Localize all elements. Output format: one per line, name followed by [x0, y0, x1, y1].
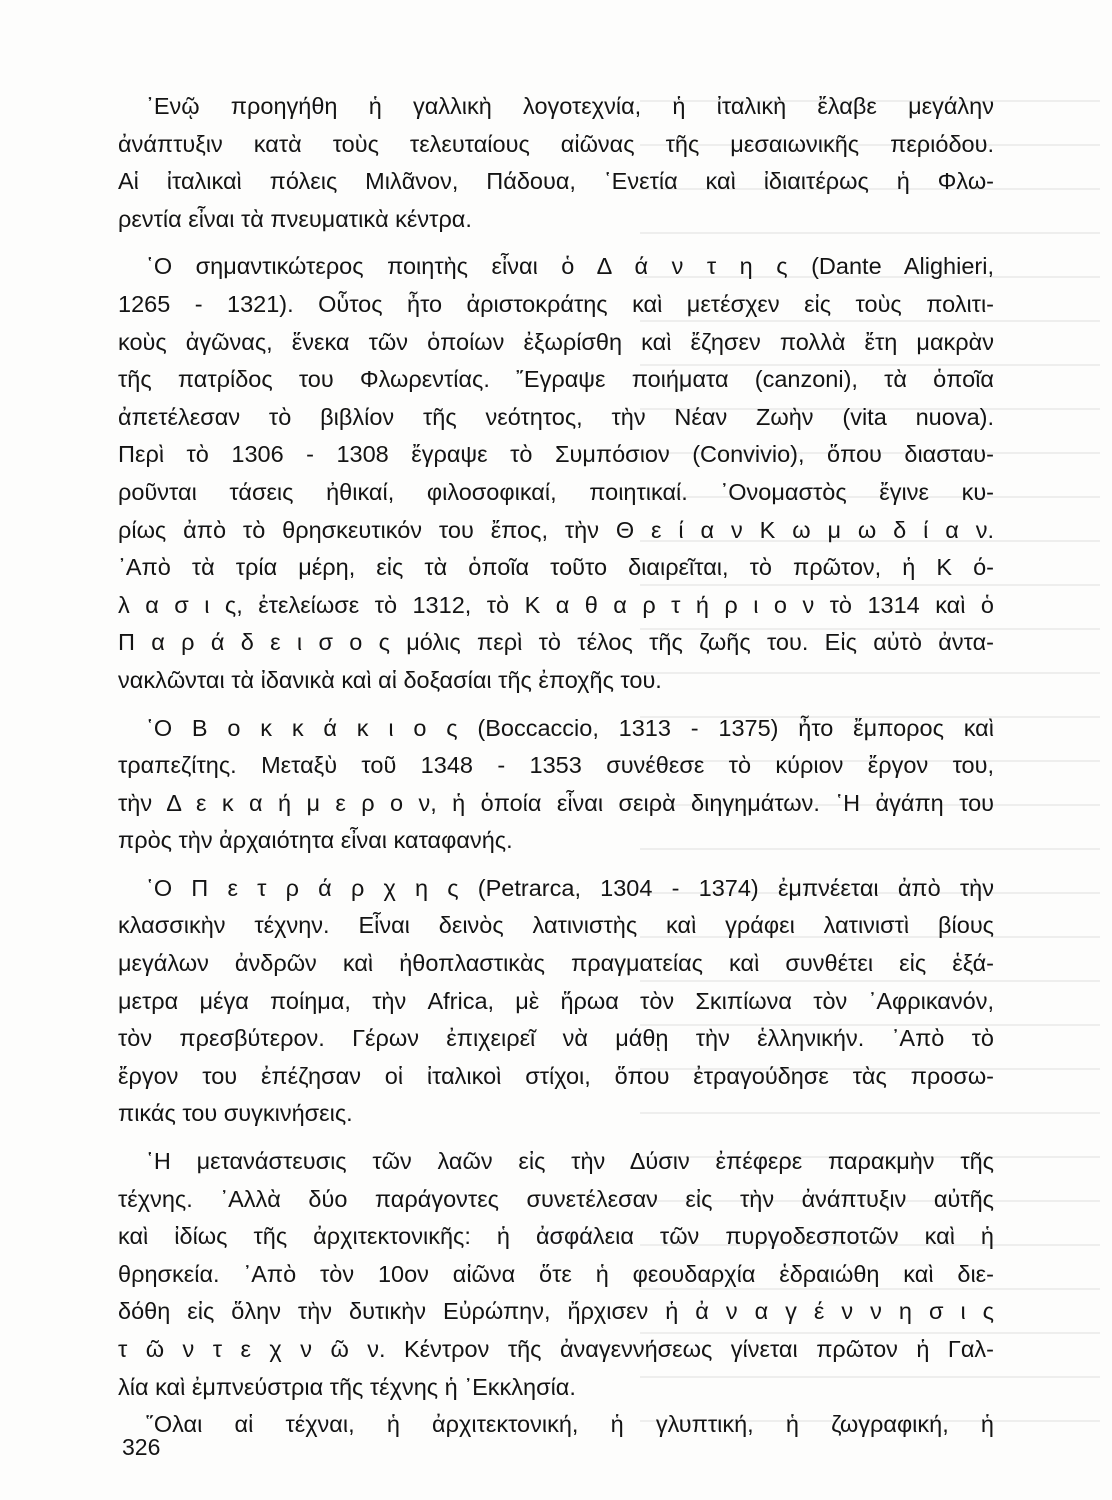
paragraph-all-arts — [118, 1406, 994, 1444]
text-line: ῞Ολαι αἱ τέχναι, ἡ ἀρχιτεκτονική, ἡ γλυπτική, ἡ ζωγραφική, ἡ — [146, 1411, 994, 1438]
body-text — [118, 88, 994, 1444]
paragraph-boccaccio — [118, 710, 994, 860]
text-line: κλασσικὴν τέχνην. Εἶναι δεινὸς λατινιστὴς καὶ γράφει λατινιστὶ βίους — [118, 912, 994, 939]
text-line: νακλῶνται τὰ ἰδανικὰ καὶ αἱ δοξασίαι τῆς ἐποχῆς του. — [118, 666, 662, 693]
paragraph-italian-literature — [118, 88, 994, 238]
text-line: 1265 - 1321). Οὗτος ἦτο ἀριστοκράτης καὶ μετέσχεν εἰς τοὺς πολιτι- — [118, 290, 994, 317]
text-line: λ α σ ι ς, ἐτελείωσε τὸ 1312, τὸ Κ α θ α ρ τ ή ρ ι ο ν τὸ 1314 καὶ ὁ — [118, 591, 994, 618]
text-line: τραπεζίτης. Μεταξὺ τοῦ 1348 - 1353 συνέθεσε τὸ κύριον ἔργον του, — [118, 752, 994, 779]
text-line: ἔργον του ἐπέζησαν οἱ ἰταλικοὶ στίχοι, ὅπου ἐτραγούδησε τὰς προσω- — [118, 1062, 994, 1089]
text-line: τ ῶ ν τ ε χ ν ῶ ν. Κέντρον τῆς ἀναγεννήσεως γίνεται πρῶτον ἡ Γαλ- — [118, 1336, 994, 1362]
text-line: ἀνάπτυξιν κατὰ τοὺς τελευταίους αἰῶνας τῆς μεσαιωνικῆς περιόδου. — [118, 130, 994, 157]
text-line: λία καὶ ἐμπνεύστρια τῆς τέχνης ἡ ᾽Εκκλησία. — [118, 1373, 576, 1400]
text-line: ῾Ο Β ο κ κ ά κ ι ο ς (Boccaccio, 1313 - 1375) ἦτο ἔμπορος καὶ — [146, 714, 994, 741]
text-line: ᾽Ενῷ προηγήθη ἡ γαλλικὴ λογοτεχνία, ἡ ἰταλικὴ ἔλαβε μεγάλην — [146, 93, 994, 119]
text-line: δόθη εἰς ὅλην τὴν δυτικὴν Εὐρώπην, ἤρχισεν ἡ ἀ ν α γ έ ν ν η σ ι ς — [118, 1298, 994, 1325]
text-line: τέχνης. ᾽Αλλὰ δύο παράγοντες συνετέλεσαν εἰς τὴν ἀνάπτυξιν αὐτῆς — [118, 1185, 994, 1212]
text-line: πικάς του συγκινήσεις. — [118, 1100, 353, 1127]
text-line: τὴν Δ ε κ α ή μ ε ρ ο ν, ἡ ὁποία εἶναι σειρὰ διηγημάτων. ῾Η ἀγάπη του — [118, 789, 994, 816]
text-line: Περὶ τὸ 1306 - 1308 ἔγραψε τὸ Συμπόσιον (Convivio), ὅπου διασταυ- — [118, 441, 994, 468]
text-line: Αἱ ἰταλικαὶ πόλεις Μιλᾶνον, Πάδουα, ῾Ενετία καὶ ἰδιαιτέρως ἡ Φλω- — [118, 168, 994, 195]
text-line: μεγάλων ἀνδρῶν καὶ ἠθοπλαστικὰς πραγματείας καὶ συνθέτει εἰς ἑξά- — [118, 950, 994, 977]
text-line: μετρα μέγα ποίημα, τὴν Africa, μὲ ἥρωα τὸν Σκιπίωνα τὸν ᾽Αφρικανόν, — [118, 987, 994, 1014]
text-line: ῾Ο Π ε τ ρ ά ρ χ η ς (Petrarca, 1304 - 1374) ἐμπνέεται ἀπὸ τὴν — [146, 874, 994, 901]
text-line: Π α ρ ά δ ε ι σ ο ς μόλις περὶ τὸ τέλος τῆς ζωῆς του. Εἰς αὐτὸ ἀντα- — [118, 629, 994, 656]
text-line: πρὸς τὴν ἀρχαιότητα εἶναι καταφανής. — [118, 827, 513, 854]
text-line: θρησκεία. ᾽Απὸ τὸν 10ον αἰῶνα ὅτε ἡ φεουδαρχία ἑδραιώθη καὶ διε- — [118, 1260, 994, 1287]
text-line: ῾Η μετανάστευσις τῶν λαῶν εἰς τὴν Δύσιν ἐπέφερε παρακμὴν τῆς — [146, 1148, 994, 1175]
page-number: 326 — [122, 1434, 161, 1460]
text-line: κοὺς ἀγῶνας, ἕνεκα τῶν ὁποίων ἐξωρίσθη καὶ ἔζησεν πολλὰ ἔτη μακρὰν — [118, 328, 994, 355]
paragraph-dante — [118, 248, 994, 699]
text-line: ροῦνται τάσεις ἠθικαί, φιλοσοφικαί, ποιητικαί. ᾽Ονομαστὸς ἔγινε κυ- — [118, 478, 994, 505]
text-line: καὶ ἰδίως τῆς ἀρχιτεκτονικῆς: ἡ ἀσφάλεια τῶν πυργοδεσποτῶν καὶ ἡ — [118, 1223, 994, 1250]
paragraph-petrarca — [118, 870, 994, 1133]
text-line: ρίως ἀπὸ τὸ θρησκευτικόν του ἔπος, τὴν Θ ε ί α ν Κ ω μ ω δ ί α ν. — [118, 516, 994, 543]
text-line: ρεντία εἶναι τὰ πνευματικὰ κέντρα. — [118, 205, 472, 232]
text-line: τῆς πατρίδος του Φλωρεντίας. ῎Εγραψε ποιήματα (canzoni), τὰ ὁποῖα — [118, 366, 994, 393]
text-line: ᾽Απὸ τὰ τρία μέρη, εἰς τὰ ὁποῖα τοῦτο διαιρεῖται, τὸ πρῶτον, ἡ Κ ό- — [118, 554, 994, 581]
text-line: τὸν πρεσβύτερον. Γέρων ἐπιχειρεῖ νὰ μάθῃ τὴν ἑλληνικήν. ᾽Απὸ τὸ — [118, 1025, 994, 1052]
paragraph-renaissance-of-arts — [118, 1143, 994, 1406]
text-line: ἀπετέλεσαν τὸ βιβλίον τῆς νεότητος, τὴν Νέαν Ζωὴν (vita nuova). — [118, 403, 994, 430]
text-line: ῾Ο σημαντικώτερος ποιητὴς εἶναι ὁ Δ ά ν τ η ς (Dante Alighieri, — [146, 253, 994, 280]
